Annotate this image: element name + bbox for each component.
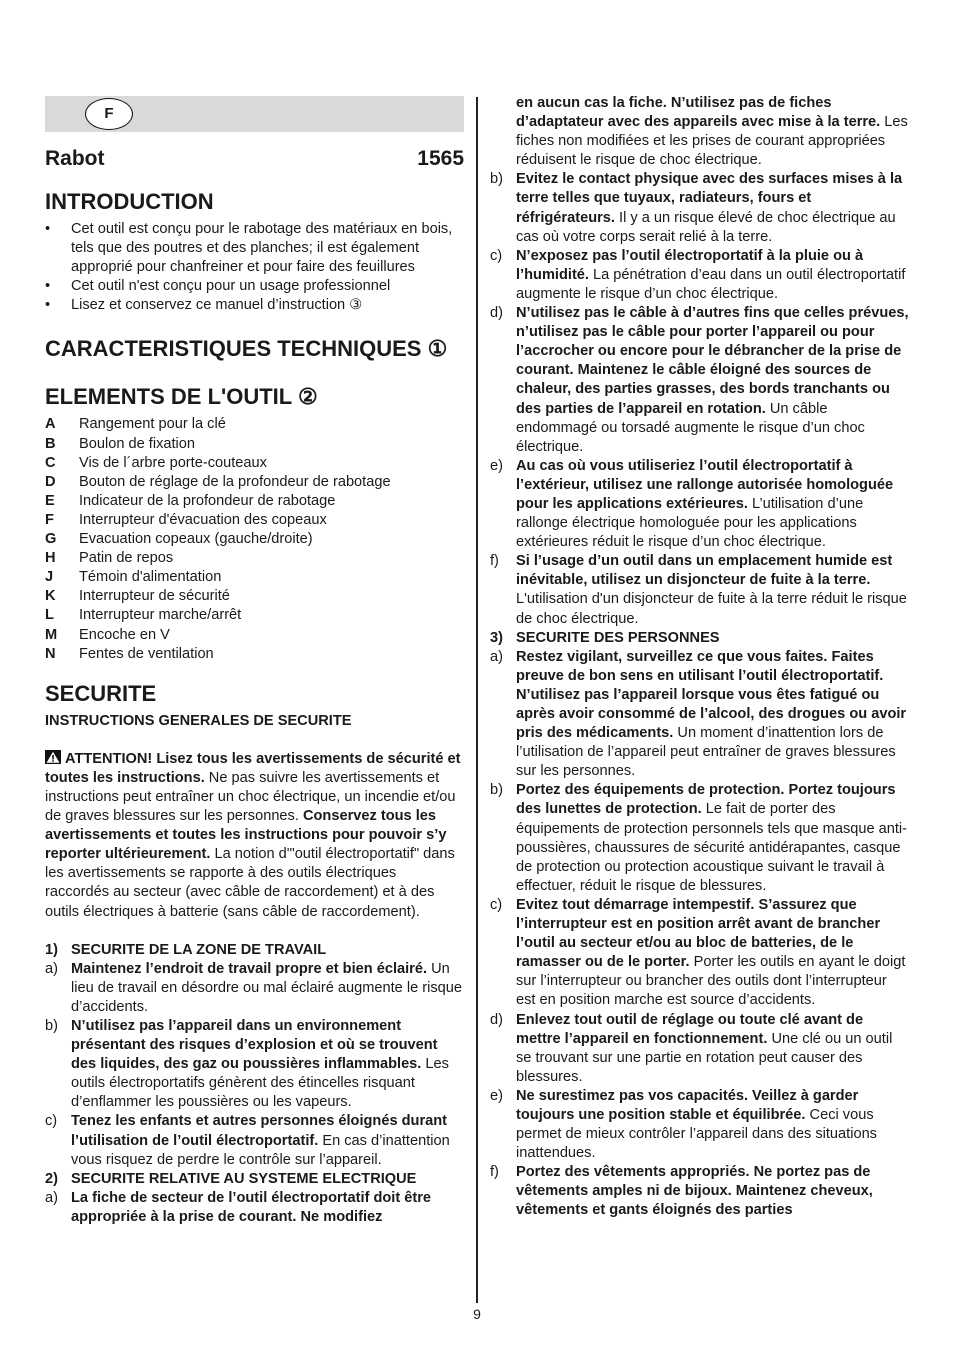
language-bar: [45, 96, 464, 132]
part-key: M: [45, 626, 58, 643]
item-bold: La fiche de secteur de l’outil électroportatif doit être appropriée à la prise de courant. Ne modifiez: [71, 1189, 432, 1225]
warning-text-2: La notion d'"outil électroportatif" dans les avertissements se rapporte à des outils électriques raccordés au secteur (avec câble de raccordement) et à des outils électriques à batterie (sans câble de raccordement).: [45, 846, 455, 920]
list-item: [490, 1163, 910, 1220]
item-text: Le fait de porter des équipements de protection personnels tels que masque anti-poussières, chaussures de sécurité antidérapantes, casque de protection ou protection acoustique suivant le travail à effectuer, réduit le risque de blessures.: [516, 801, 908, 894]
item-marker: a): [45, 1189, 58, 1206]
item-marker: d): [490, 1011, 503, 1028]
item-bold: Maintenez l’endroit de travail propre et bien éclairé.: [71, 960, 428, 977]
section-title: SECURITE RELATIVE AU SYSTEME ELECTRIQUE: [71, 1170, 417, 1187]
warning-bold-1: ATTENTION! Lisez tous les avertissements de sécurité et toutes les instructions.: [45, 750, 461, 786]
item-marker: b): [490, 782, 503, 799]
list-item: [490, 170, 910, 246]
section-3-heading: [490, 629, 910, 648]
part-key: N: [45, 645, 56, 662]
list-item: [490, 1087, 910, 1163]
section-3-items: [490, 648, 910, 1221]
intro-heading: INTRODUCTION: [45, 189, 214, 214]
item-bold: en aucun cas la fiche. N’utilisez pas de fiches d’adaptateur avec des appareils avec mise à la terre.: [516, 95, 881, 131]
list-item: [490, 1011, 910, 1087]
item-bold: Au cas où vous utiliseriez l’outil électroportatif à l’extérieur, utilisez une rallonge autorisée homologuée pour les applications extérieures.: [516, 457, 894, 512]
list-item: [45, 1112, 464, 1169]
part-label: Interrupteur de sécurité: [79, 588, 230, 605]
item-marker: b): [45, 1018, 58, 1034]
warning-text-1: Ne pas suivre les avertissements et instructions peut entraîner un choc électrique, un incendie et/ou de graves blessures sur les personnes.: [45, 769, 456, 825]
section-1-heading: [45, 941, 464, 960]
warning-triangle-icon: [45, 750, 61, 764]
right-column: [490, 94, 910, 1221]
part-label: Bouton de réglage de la profondeur de rabotage: [79, 473, 391, 490]
part-label: Patin de repos: [79, 550, 174, 567]
list-item: [45, 1189, 464, 1227]
intro-bullet: • Lisez et conservez ce manuel d’instruction ③: [45, 296, 464, 315]
part-key: A: [45, 416, 56, 433]
list-item: [490, 552, 910, 628]
list-item: [490, 648, 910, 782]
part-label: Evacuation copeaux (gauche/droite): [79, 531, 313, 548]
title-row: [45, 146, 464, 172]
part-item: [45, 473, 464, 492]
item-bold: Portez des vêtements appropriés. Ne portez pas de vêtements amples ni de bijoux. Maintenez cheveux, vêtements et gants éloignés des parties: [516, 1164, 873, 1219]
section-number: 2): [45, 1170, 58, 1187]
item-bold: Portez des équipements de protection. Portez toujours des lunettes de protection.: [516, 782, 896, 818]
specs-heading: CARACTERISTIQUES TECHNIQUES ①: [45, 336, 448, 362]
part-label: Témoin d'alimentation: [79, 569, 222, 586]
elements-heading: ELEMENTS DE L'OUTIL ②: [45, 384, 318, 410]
part-key: F: [45, 511, 54, 528]
item-text: Un lieu de travail en désordre ou mal éclairé augmente le risque d’accidents.: [71, 960, 463, 1015]
list-item: [490, 247, 910, 304]
part-key: K: [45, 588, 56, 605]
item-text: Les fiches non modifiées et les prises de courant appropriées réduisent le risque de choc électrique.: [516, 114, 908, 169]
item-text: Il y a un risque élevé de choc électrique au cas où votre corps serait relié à la terre.: [516, 209, 896, 245]
part-key: E: [45, 492, 55, 509]
item-bold: N’utilisez pas l’appareil dans un environnement présentant des risques d’explosion et où se trouvent des liquides, des gaz ou poussières inflammables.: [71, 1018, 438, 1073]
part-key: B: [45, 435, 56, 452]
item-text: L'utilisation d'un disjoncteur de fuite à la terre réduit le risque de choc électrique.: [516, 591, 907, 627]
item-marker: c): [490, 896, 503, 913]
list-item: [490, 896, 910, 1011]
item-bold: Evitez le contact physique avec des surfaces mises à la terre telles que tuyaux, radiateurs, fours et réfrigérateurs.: [516, 171, 903, 226]
item-text: La pénétration d’eau dans un outil électroportatif augmente le risque d’un choc électrique.: [516, 266, 906, 302]
item-bold: Ne surestimez pas vos capacités. Veillez à garder toujours une position stable et équilibrée.: [516, 1087, 859, 1123]
item-marker: a): [45, 960, 58, 977]
section-2-items: [490, 170, 910, 628]
item-marker: c): [490, 247, 503, 264]
part-item: [45, 587, 464, 606]
item-text: L’utilisation d’une rallonge électrique homologuée pour les applications extérieures réduit le risque d’un choc électrique.: [516, 495, 864, 551]
item-bold: N’exposez pas l’outil électroportatif à la pluie ou à l’humidité.: [516, 247, 864, 283]
section-number: 3): [490, 629, 503, 646]
item-bold: N’utilisez pas le câble à d’autres fins que celles prévues, n’utilisez pas le câble pour porter l’appareil ou pour l’accrocher ou encore pour le débrancher de la prise de courant. Maintenez le câble éloigné des sources de chaleur, des parties grasses, des bords tranchants ou des parties de l’appareil en rotation.: [516, 305, 909, 417]
section-title: SECURITE DES PERSONNES: [516, 629, 720, 646]
part-label: Encoche en V: [79, 626, 170, 643]
item-text: Un câble endommagé ou torsadé augmente le risque d’un choc électrique.: [516, 400, 865, 455]
part-item: [45, 435, 464, 454]
part-key: G: [45, 531, 57, 548]
part-key: H: [45, 550, 56, 567]
list-item: [45, 1017, 464, 1112]
security-subheading: INSTRUCTIONS GENERALES DE SECURITE: [45, 712, 352, 729]
list-item: [45, 960, 464, 1017]
intro-bullet: • Cet outil n'est conçu pour un usage professionnel: [45, 277, 464, 296]
item-bold: Restez vigilant, surveillez ce que vous faites. Faites preuve de bon sens en utilisant l’outil électroportatif. N’utilisez pas l’appareil lorsque vous êtes fatigué ou après avoir consommé de l’alcool, des drogues ou avoir pris des médicaments.: [516, 648, 907, 742]
list-item: [490, 781, 910, 896]
part-item: [45, 511, 464, 530]
part-item: [45, 645, 464, 664]
item-marker: f): [490, 553, 499, 570]
item-marker: f): [490, 1164, 499, 1181]
part-item: [45, 568, 464, 587]
item-bold: Tenez les enfants et autres personnes éloignés durant l’utilisation de l’outil électroportatif.: [71, 1113, 448, 1149]
parts-list: [45, 415, 464, 663]
item-bold: Si l’usage d’un outil dans un emplacement humide est inévitable, utilisez un disjoncteur de fuite à la terre.: [516, 553, 893, 589]
list-item: [490, 304, 910, 457]
section-2-heading: [45, 1170, 464, 1189]
warning-bold-2: Conservez tous les avertissements et toutes les instructions pour pouvoir s’y reporter ultérieurement.: [45, 808, 447, 863]
intro-bullet: • Cet outil est conçu pour le rabotage des matériaux en bois, tels que des poutres et des planches; il est également approprié pour chanfreiner et pour faire des feuillures: [45, 220, 464, 277]
left-column: [45, 96, 464, 1227]
part-key: C: [45, 454, 56, 471]
page-number: 9: [473, 1306, 481, 1322]
item-marker: a): [490, 648, 503, 665]
part-item: [45, 530, 464, 549]
item-bold: Enlevez tout outil de réglage ou toute clé avant de mettre l’appareil en fonctionnement.: [516, 1011, 864, 1047]
item-text: En cas d’inattention vous risquez de perdre le contrôle sur l’appareil.: [71, 1132, 450, 1168]
section-number: 1): [45, 941, 58, 958]
product-title: Rabot: [45, 147, 105, 170]
item-text: Une clé ou un outil se trouvant sur une partie en rotation peut causer des blessures.: [516, 1030, 893, 1085]
item-marker: b): [490, 171, 503, 188]
language-badge: F: [85, 98, 133, 130]
section-title: SECURITE DE LA ZONE DE TRAVAIL: [71, 941, 327, 958]
part-label: Interrupteur marche/arrêt: [79, 607, 242, 624]
item-text: Ceci vous permet de mieux contrôler l’appareil dans des situations inattendues.: [516, 1106, 877, 1162]
item-marker: e): [490, 457, 503, 474]
item-marker: e): [490, 1087, 503, 1104]
part-item: [45, 626, 464, 645]
security-heading: SECURITE: [45, 680, 157, 706]
part-label: Fentes de ventilation: [79, 645, 214, 662]
part-item: [45, 415, 464, 434]
list-item: [490, 457, 910, 552]
part-label: Indicateur de la profondeur de rabotage: [79, 492, 336, 509]
part-key: D: [45, 473, 56, 490]
intro-bullets: [45, 220, 464, 315]
item-text: Les outils électroportatifs génèrent des étincelles risquant d’enflammer les poussières ou les vapeurs.: [71, 1056, 449, 1111]
part-item: [45, 454, 464, 473]
part-label: Vis de l´arbre porte-couteaux: [79, 454, 267, 471]
item-marker: d): [490, 305, 503, 322]
column-divider: [476, 97, 478, 1303]
part-item: [45, 492, 464, 511]
part-item: [45, 606, 464, 625]
part-key: L: [45, 607, 54, 624]
part-item: [45, 549, 464, 568]
item-text: Porter les outils en ayant le doigt sur l’interrupteur ou brancher des outils dont l’interrupteur est en position marche est source d’accidents.: [516, 954, 906, 1009]
list-item-continued: [490, 94, 910, 170]
item-text: Un moment d’inattention lors de l’utilisation de l’appareil peut entraîner de graves blessures sur les personnes.: [516, 725, 896, 780]
part-key: J: [45, 569, 54, 586]
product-model: 1565: [417, 147, 464, 170]
item-bold: Evitez tout démarrage intempestif. S’assurez que l’interrupteur est en position arrêt avant de brancher l’outil au secteur et/ou au bloc de batteries, de le ramasser ou de le porter.: [516, 896, 881, 971]
section-1-items: [45, 960, 464, 1170]
item-marker: c): [45, 1113, 58, 1130]
part-label: Rangement pour la clé: [79, 416, 226, 433]
part-label: Boulon de fixation: [79, 435, 196, 452]
part-label: Interrupteur d'évacuation des copeaux: [79, 511, 327, 528]
warning-paragraph: [45, 750, 464, 922]
